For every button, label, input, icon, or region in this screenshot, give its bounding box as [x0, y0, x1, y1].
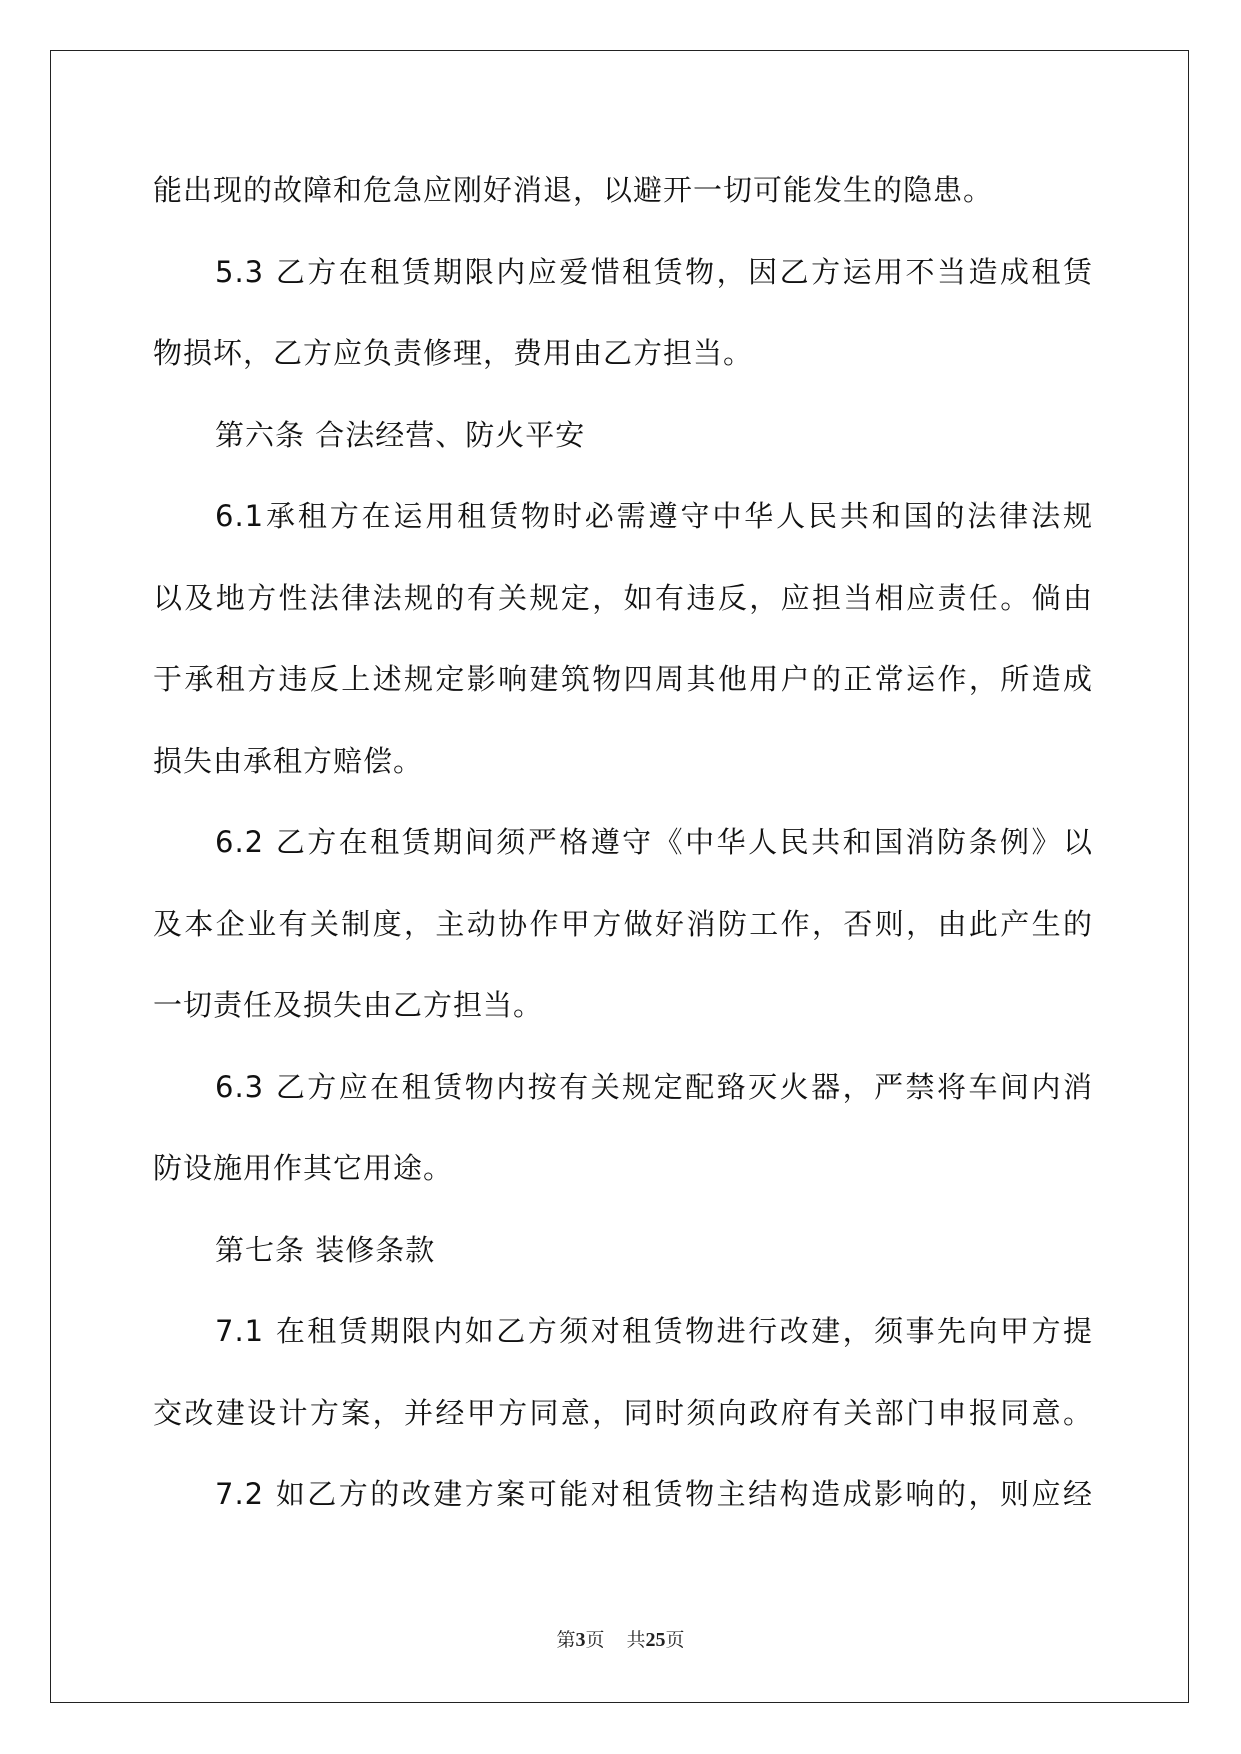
- page-number: 3: [575, 1629, 586, 1651]
- text-line: 一切责任及损失由乙方担当。: [153, 988, 544, 1022]
- page-suffix: 页: [585, 1629, 605, 1651]
- section-heading: 第七条 装修条款: [215, 1232, 436, 1267]
- text-line: 6.1承租方在运用租赁物时必需遵守中华人民共和国的法律法规: [215, 499, 1093, 533]
- total-suffix: 页: [665, 1629, 685, 1651]
- text-line: 损失由承租方赔偿。: [153, 743, 424, 778]
- text-line: 6.2 乙方在租赁期间须严格遵守《中华人民共和国消防条例》以: [215, 825, 1093, 859]
- text-line: 物损坏，乙方应负责修理，费用由乙方担当。: [153, 336, 754, 370]
- text-line: 防设施用作其它用途。: [153, 1151, 454, 1185]
- text-line: 及本企业有关制度，主动协作甲方做好消防工作，否则，由此产生的: [153, 906, 1093, 941]
- text-line: 能出现的故障和危急应刚好消退，以避开一切可能发生的隐患。: [153, 173, 994, 207]
- total-prefix: 共: [626, 1629, 646, 1651]
- document-body: [153, 150, 1093, 1536]
- text-line: 交改建设计方案，并经甲方同意，同时须向政府有关部门申报同意。: [153, 1395, 1093, 1430]
- text-line: 于承租方违反上述规定影响建筑物四周其他用户的正常运作，所造成: [153, 662, 1093, 696]
- text-line: 7.2 如乙方的改建方案可能对租赁物主结构造成影响的，则应经: [215, 1477, 1093, 1511]
- text-line: 6.3 乙方应在租赁物内按有关规定配臵灭火器，严禁将车间内消: [215, 1069, 1093, 1104]
- text-line: 5.3 乙方在租赁期限内应爱惜租赁物，因乙方运用不当造成租赁: [215, 254, 1093, 289]
- text-line: 以及地方性法律法规的有关规定，如有违反，应担当相应责任。倘由: [153, 580, 1093, 615]
- text-line: 7.1 在租赁期限内如乙方须对租赁物进行改建，须事先向甲方提: [215, 1314, 1093, 1348]
- page-footer: [0, 1628, 1241, 1652]
- page-prefix: 第: [556, 1629, 576, 1651]
- total-pages: 25: [645, 1629, 666, 1651]
- section-heading: 第六条 合法经营、防火平安: [215, 417, 586, 452]
